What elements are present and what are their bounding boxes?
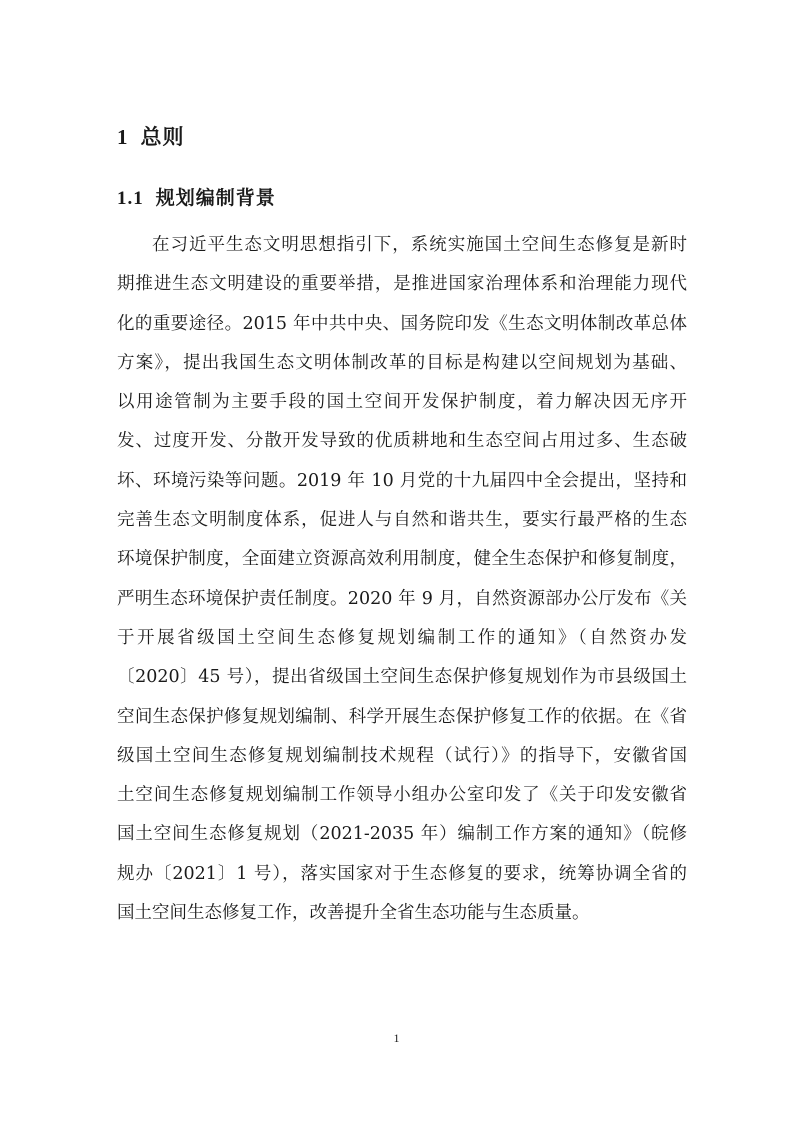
paragraph-line: 于开展省级国土空间生态修复规划编制工作的通知》（自然资办发	[117, 627, 687, 648]
chapter-heading	[117, 121, 185, 151]
body-paragraph	[117, 226, 687, 933]
paragraph-line: 级国土空间生态修复规划编制技术规程（试行）》的指导下，安徽省国	[117, 745, 687, 766]
paragraph-line: 严明生态环境保护责任制度。2020 年 9 月，自然资源部办公厅发布《关	[117, 588, 687, 609]
paragraph-line: 环境保护制度，全面建立资源高效利用制度，健全生态保护和修复制度，	[117, 549, 687, 570]
paragraph-line: 期推进生态文明建设的重要举措，是推进国家治理体系和治理能力现代	[117, 274, 687, 295]
paragraph-line: 化的重要途径。2015 年中共中央、国务院印发《生态文明体制改革总体	[117, 313, 687, 334]
page-number: 1	[393, 1031, 400, 1045]
paragraph-line: 土空间生态修复规划编制工作领导小组办公室印发了《关于印发安徽省	[117, 785, 687, 806]
chapter-number: 1	[117, 125, 129, 149]
chapter-title: 总则	[140, 124, 185, 149]
section-title: 规划编制背景	[155, 187, 276, 209]
paragraph-line: 方案》，提出我国生态文明体制改革的目标是构建以空间规划为基础、	[117, 352, 687, 373]
section-number: 1.1	[117, 188, 144, 209]
paragraph-line: 在习近平生态文明思想指引下，系统实施国土空间生态修复是新时	[152, 235, 687, 255]
section-heading	[117, 183, 276, 210]
paragraph-line: 以用途管制为主要手段的国土空间开发保护制度，着力解决因无序开	[117, 392, 687, 413]
paragraph-line: 国土空间生态修复工作，改善提升全省生态功能与生态质量。	[117, 903, 590, 924]
paragraph-line: 规办〔2021〕1 号），落实国家对于生态修复的要求，统筹协调全省的	[117, 863, 687, 884]
paragraph-line: 空间生态保护修复规划编制、科学开展生态保护修复工作的依据。在《省	[117, 706, 687, 727]
paragraph-line: 坏、环境污染等问题。2019 年 10 月党的十九届四中全会提出，坚持和	[117, 470, 687, 491]
paragraph-line: 国土空间生态修复规划（2021-2035 年）编制工作方案的通知》（皖修	[117, 824, 687, 845]
paragraph-line: 发、过度开发、分散开发导致的优质耕地和生态空间占用过多、生态破	[117, 431, 687, 452]
paragraph-line: 完善生态文明制度体系，促进人与自然和谐共生，要实行最严格的生态	[117, 510, 687, 531]
paragraph-line: 〔2020〕45 号），提出省级国土空间生态保护修复规划作为市县级国土	[117, 667, 687, 688]
